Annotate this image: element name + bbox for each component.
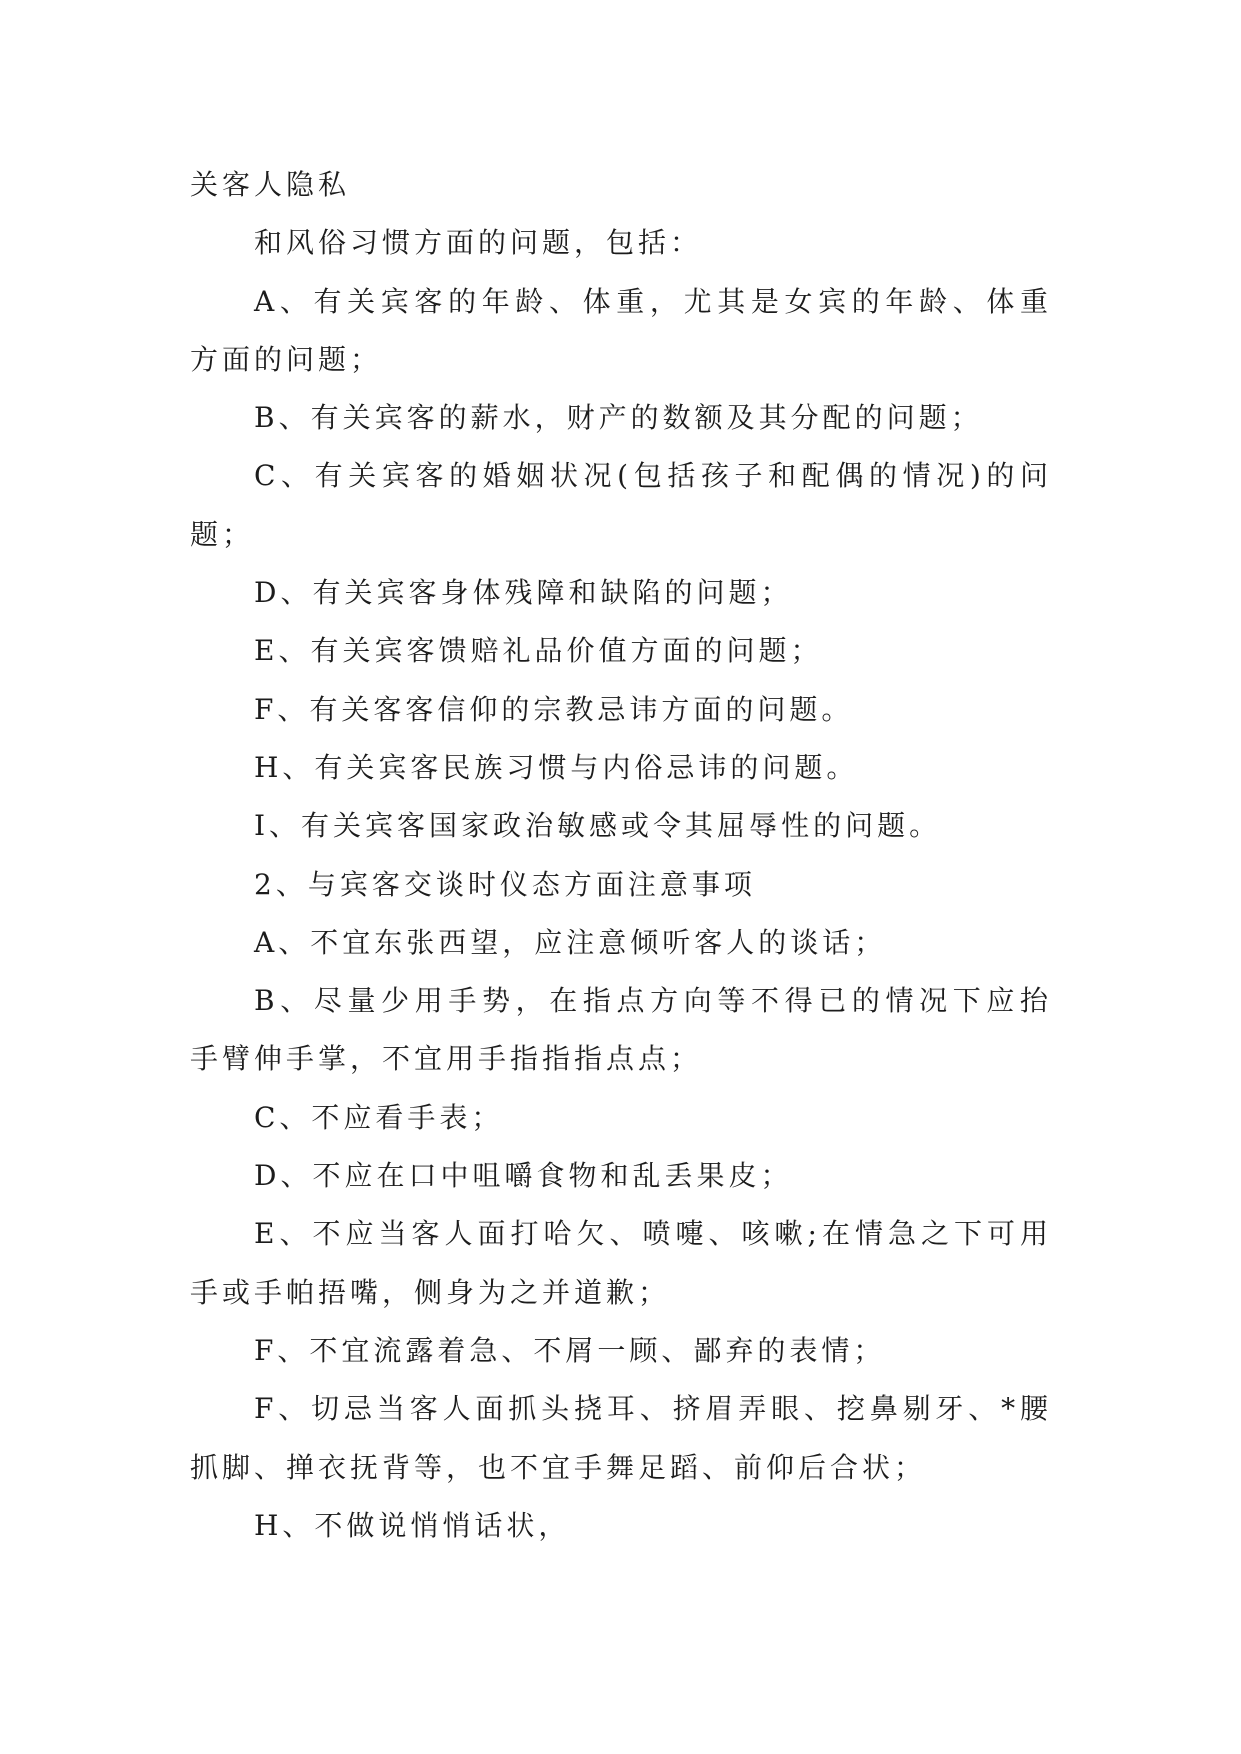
paragraph-line: 关客人隐私 <box>190 168 351 201</box>
paragraph-line: 和风俗习惯方面的问题，包括： <box>254 226 703 260</box>
paragraph <box>190 156 1052 214</box>
paragraph-line: D、有关宾客身体残障和缺陷的问题； <box>254 576 793 610</box>
section-heading <box>190 856 1052 914</box>
paragraph <box>190 1205 1052 1322</box>
paragraph-line: F、有关客客信仰的宗教忌讳方面的问题。 <box>254 692 854 726</box>
paragraph-line: C、不应看手表； <box>254 1100 504 1134</box>
paragraph <box>190 389 1052 447</box>
paragraph-line: B、有关宾客的薪水，财产的数额及其分配的问题； <box>254 401 983 435</box>
paragraph-line: B、尽量少用手势，在指点方向等不得已的情况下应抬 <box>254 984 1052 1018</box>
paragraph-line: 2、与宾客交谈时仪态方面注意事项 <box>254 867 756 901</box>
paragraph-line: C、有关宾客的婚姻状况(包括孩子和配偶的情况)的问 <box>254 459 1052 493</box>
paragraph-line: H、不做说悄悄话状， <box>254 1508 571 1542</box>
paragraph-line: 手或手帕捂嘴，侧身为之并道歉； <box>190 1275 671 1309</box>
paragraph <box>190 972 1052 1089</box>
paragraph-line: A、不宜东张西望，应注意倾听客人的谈话； <box>254 925 887 959</box>
paragraph-line: E、有关宾客馈赔礼品价值方面的问题； <box>254 634 823 668</box>
paragraph-line: 方面的问题； <box>190 342 383 376</box>
paragraph-line: E、不应当客人面打哈欠、喷嚏、咳嗽;在情急之下可用 <box>254 1217 1052 1251</box>
paragraph-line: 题； <box>190 517 255 551</box>
paragraph-line: 手臂伸手掌，不宜用手指指指点点； <box>190 1042 703 1076</box>
document-body <box>190 156 1052 1555</box>
paragraph <box>190 1147 1052 1205</box>
paragraph-line: H、有关宾客民族习惯与内俗忌讳的问题。 <box>254 750 859 784</box>
paragraph <box>190 681 1052 739</box>
paragraph <box>190 214 1052 272</box>
paragraph-line: I、有关宾客国家政治敏感或令其屈辱性的问题。 <box>254 809 942 843</box>
paragraph <box>190 273 1052 390</box>
paragraph-line: D、不应在口中咀嚼食物和乱丢果皮； <box>254 1159 793 1193</box>
paragraph <box>190 739 1052 797</box>
paragraph <box>190 914 1052 972</box>
paragraph-line: F、切忌当客人面抓头挠耳、挤眉弄眼、挖鼻剔牙、*腰 <box>254 1392 1052 1426</box>
paragraph <box>190 564 1052 622</box>
paragraph <box>190 797 1052 855</box>
paragraph-line: 抓脚、掸衣抚背等，也不宜手舞足蹈、前仰后合状； <box>190 1450 927 1484</box>
paragraph <box>190 622 1052 680</box>
paragraph <box>190 447 1052 564</box>
paragraph-line: F、不宜流露着急、不屑一顾、鄙弃的表情； <box>254 1333 886 1367</box>
paragraph <box>190 1322 1052 1380</box>
paragraph-line: A、有关宾客的年龄、体重，尤其是女宾的年龄、体重 <box>254 284 1052 318</box>
paragraph <box>190 1380 1052 1497</box>
paragraph <box>190 1497 1052 1555</box>
paragraph <box>190 1089 1052 1147</box>
